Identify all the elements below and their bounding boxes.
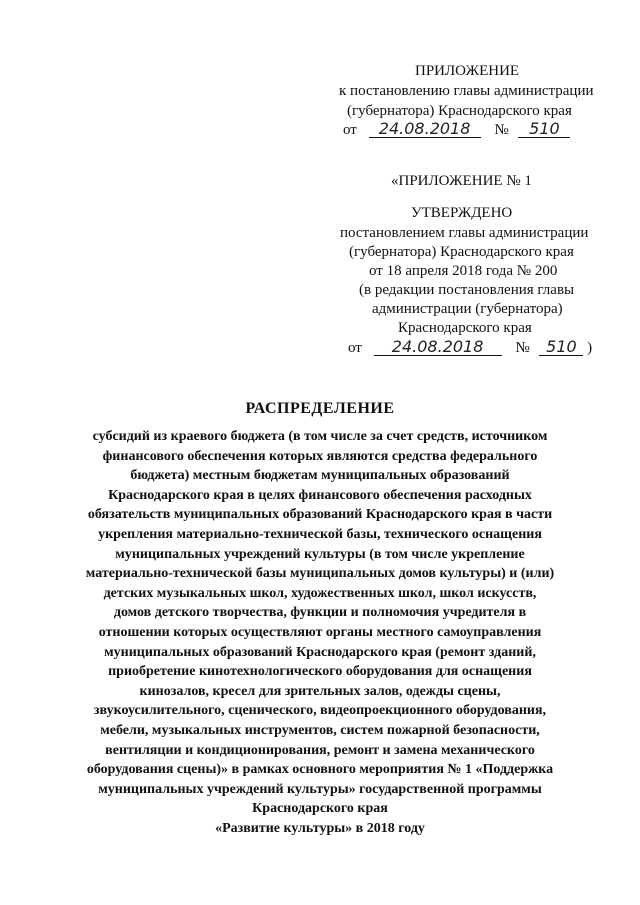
body-line: отношении которых осуществляют органы местного самоуправления — [98, 624, 542, 640]
from-label: от — [343, 122, 357, 138]
handwritten-date: 24.08.2018 — [369, 121, 481, 138]
body-line: муниципальных образований Краснодарского края (ремонт зданий, — [104, 644, 536, 660]
document-body — [60, 427, 580, 838]
annex-line-2: (губернатора) Краснодарского края — [349, 244, 574, 260]
body-line: муниципальных учреждений культуры» государственной программы — [98, 781, 542, 797]
annex-line-3: от 18 апреля 2018 года № 200 — [369, 263, 558, 279]
body-line: финансового обеспечения которых являются средства федерального — [102, 448, 538, 464]
annex-line-6: Краснодарского края — [398, 320, 532, 336]
body-line: оборудования сцены)» в рамках основного мероприятия № 1 «Поддержка — [86, 762, 554, 778]
body-line: кинозалов, кресел для зрительных залов, одежды сцены, — [139, 683, 501, 699]
body-line: звукоусилительного, сценического, видеопроекционного оборудования, — [93, 703, 547, 719]
body-line: «Развитие культуры» в 2018 году — [215, 820, 425, 836]
from-label: от — [348, 340, 362, 356]
closing-parenthesis: ) — [587, 340, 593, 356]
appendix-date-row — [343, 121, 570, 139]
annex-title: «ПРИЛОЖЕНИЕ № 1 — [391, 173, 532, 189]
number-label: № — [494, 122, 509, 138]
annex-line-1: постановлением главы администрации — [340, 225, 589, 241]
annex-date-row — [348, 339, 592, 357]
body-line: материально-технической базы муниципальных домов культуры) и (или) — [85, 566, 555, 582]
body-line: домов детского творчества, функции и полномочия учредителя в — [113, 605, 527, 621]
appendix-governor-line: (губернатора) Краснодарского края — [347, 103, 572, 119]
body-line: обязательств муниципальных образований Краснодарского края в части — [87, 507, 553, 523]
body-line: вентиляции и кондиционирования, ремонт и замена механического — [105, 742, 535, 758]
body-line: субсидий из краевого бюджета (в том числе за счет средств, источником — [92, 429, 548, 444]
annex-line-4: (в редакции постановления главы — [359, 282, 575, 298]
handwritten-number: 510 — [518, 121, 570, 138]
body-line: мебели, музыкальных инструментов, систем пожарной безопасности, — [100, 722, 540, 738]
number-label: № — [515, 340, 530, 356]
body-line: приобретение кинотехнологического оборудования для оснащения — [108, 664, 532, 680]
appendix-resolution-line: к постановлению главы администрации — [339, 83, 594, 99]
handwritten-date: 24.08.2018 — [374, 339, 502, 356]
appendix-heading: ПРИЛОЖЕНИЕ — [415, 63, 520, 79]
body-line: Краснодарского края — [252, 801, 388, 817]
body-line: укрепления материально-технической базы, технического оснащения — [98, 526, 542, 542]
body-line: Краснодарского края в целях финансового обеспечения расходных — [108, 487, 532, 503]
handwritten-number: 510 — [539, 339, 583, 356]
body-line: муниципальных учреждений культуры (в том числе укрепление — [115, 546, 525, 562]
annex-line-5: администрации (губернатора) — [372, 301, 563, 317]
body-line: бюджета) местным бюджетам муниципальных образований — [130, 468, 510, 484]
document-title: РАСПРЕДЕЛЕНИЕ — [245, 400, 395, 417]
approved-label: УТВЕРЖДЕНО — [411, 205, 513, 221]
body-line: детских музыкальных школ, художественных школ, школ искусств, — [103, 585, 537, 601]
